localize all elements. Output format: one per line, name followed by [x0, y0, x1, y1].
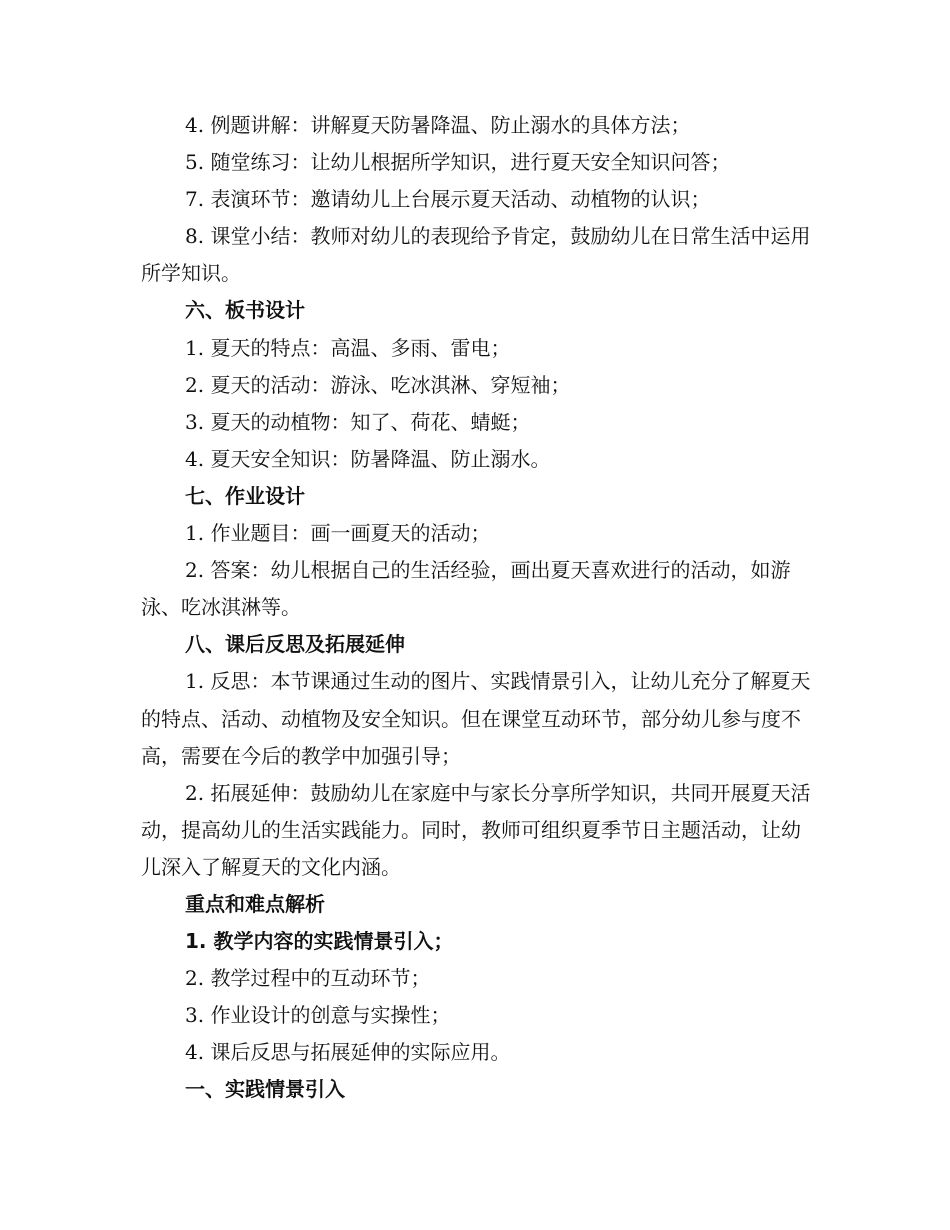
- paragraph-homework-topic: 1. 作业题目：画一画夏天的活动；: [185, 521, 491, 546]
- paragraph-summer-safety: 4. 夏天安全知识：防暑降温、防止溺水。: [185, 446, 551, 471]
- paragraph-key-point-2: 2. 教学过程中的互动环节；: [185, 966, 431, 991]
- document-body: [141, 107, 811, 1109]
- heading-blackboard-design: 六、板书设计: [185, 298, 305, 323]
- paragraph-key-point-3: 3. 作业设计的创意与实操性；: [185, 1003, 451, 1028]
- paragraph-key-point-4: 4. 课后反思与拓展延伸的实际应用。: [185, 1040, 511, 1065]
- paragraph-summer-features: 1. 夏天的特点：高温、多雨、雷电；: [185, 335, 511, 360]
- paragraph-homework-answer: 2. 答案：幼儿根据自己的生活经验，画出夏天喜欢进行的活动，如游泳、吃冰淇淋等。: [141, 558, 791, 620]
- paragraph-class-summary: 8. 课堂小结：教师对幼儿的表现给予肯定，鼓励幼儿在日常生活中运用所学知识。: [141, 224, 811, 286]
- paragraph-classroom-practice: 5. 随堂练习：让幼儿根据所学知识，进行夏天安全知识问答；: [185, 150, 731, 175]
- paragraph-reflection: 1. 反思：本节课通过生动的图片、实践情景引入，让幼儿充分了解夏天的特点、活动、动植物及安全知识。但在课堂互动环节，部分幼儿参与度不高，需要在今后的教学中加强引导；: [141, 669, 811, 768]
- heading-key-difficult-points: 重点和难点解析: [185, 891, 325, 916]
- paragraph-summer-activities: 2. 夏天的活动：游泳、吃冰淇淋、穿短袖；: [185, 372, 571, 397]
- heading-reflection-extension: 八、课后反思及拓展延伸: [185, 632, 405, 657]
- paragraph-key-point-1: 1. 教学内容的实践情景引入；: [185, 929, 454, 954]
- heading-practice-scenario: 一、实践情景引入: [185, 1077, 345, 1102]
- heading-homework-design: 七、作业设计: [185, 483, 305, 508]
- paragraph-extension: 2. 拓展延伸：鼓励幼儿在家庭中与家长分享所学知识，共同开展夏天活动，提高幼儿的生活实践能力。同时，教师可组织夏季节日主题活动，让幼儿深入了解夏天的文化内涵。: [141, 780, 811, 879]
- paragraph-summer-plants-animals: 3. 夏天的动植物：知了、荷花、蜻蜓；: [185, 409, 531, 434]
- paragraph-performance: 7. 表演环节：邀请幼儿上台展示夏天活动、动植物的认识；: [185, 187, 711, 212]
- paragraph-example-explanation: 4. 例题讲解：讲解夏天防暑降温、防止溺水的具体方法；: [185, 113, 691, 137]
